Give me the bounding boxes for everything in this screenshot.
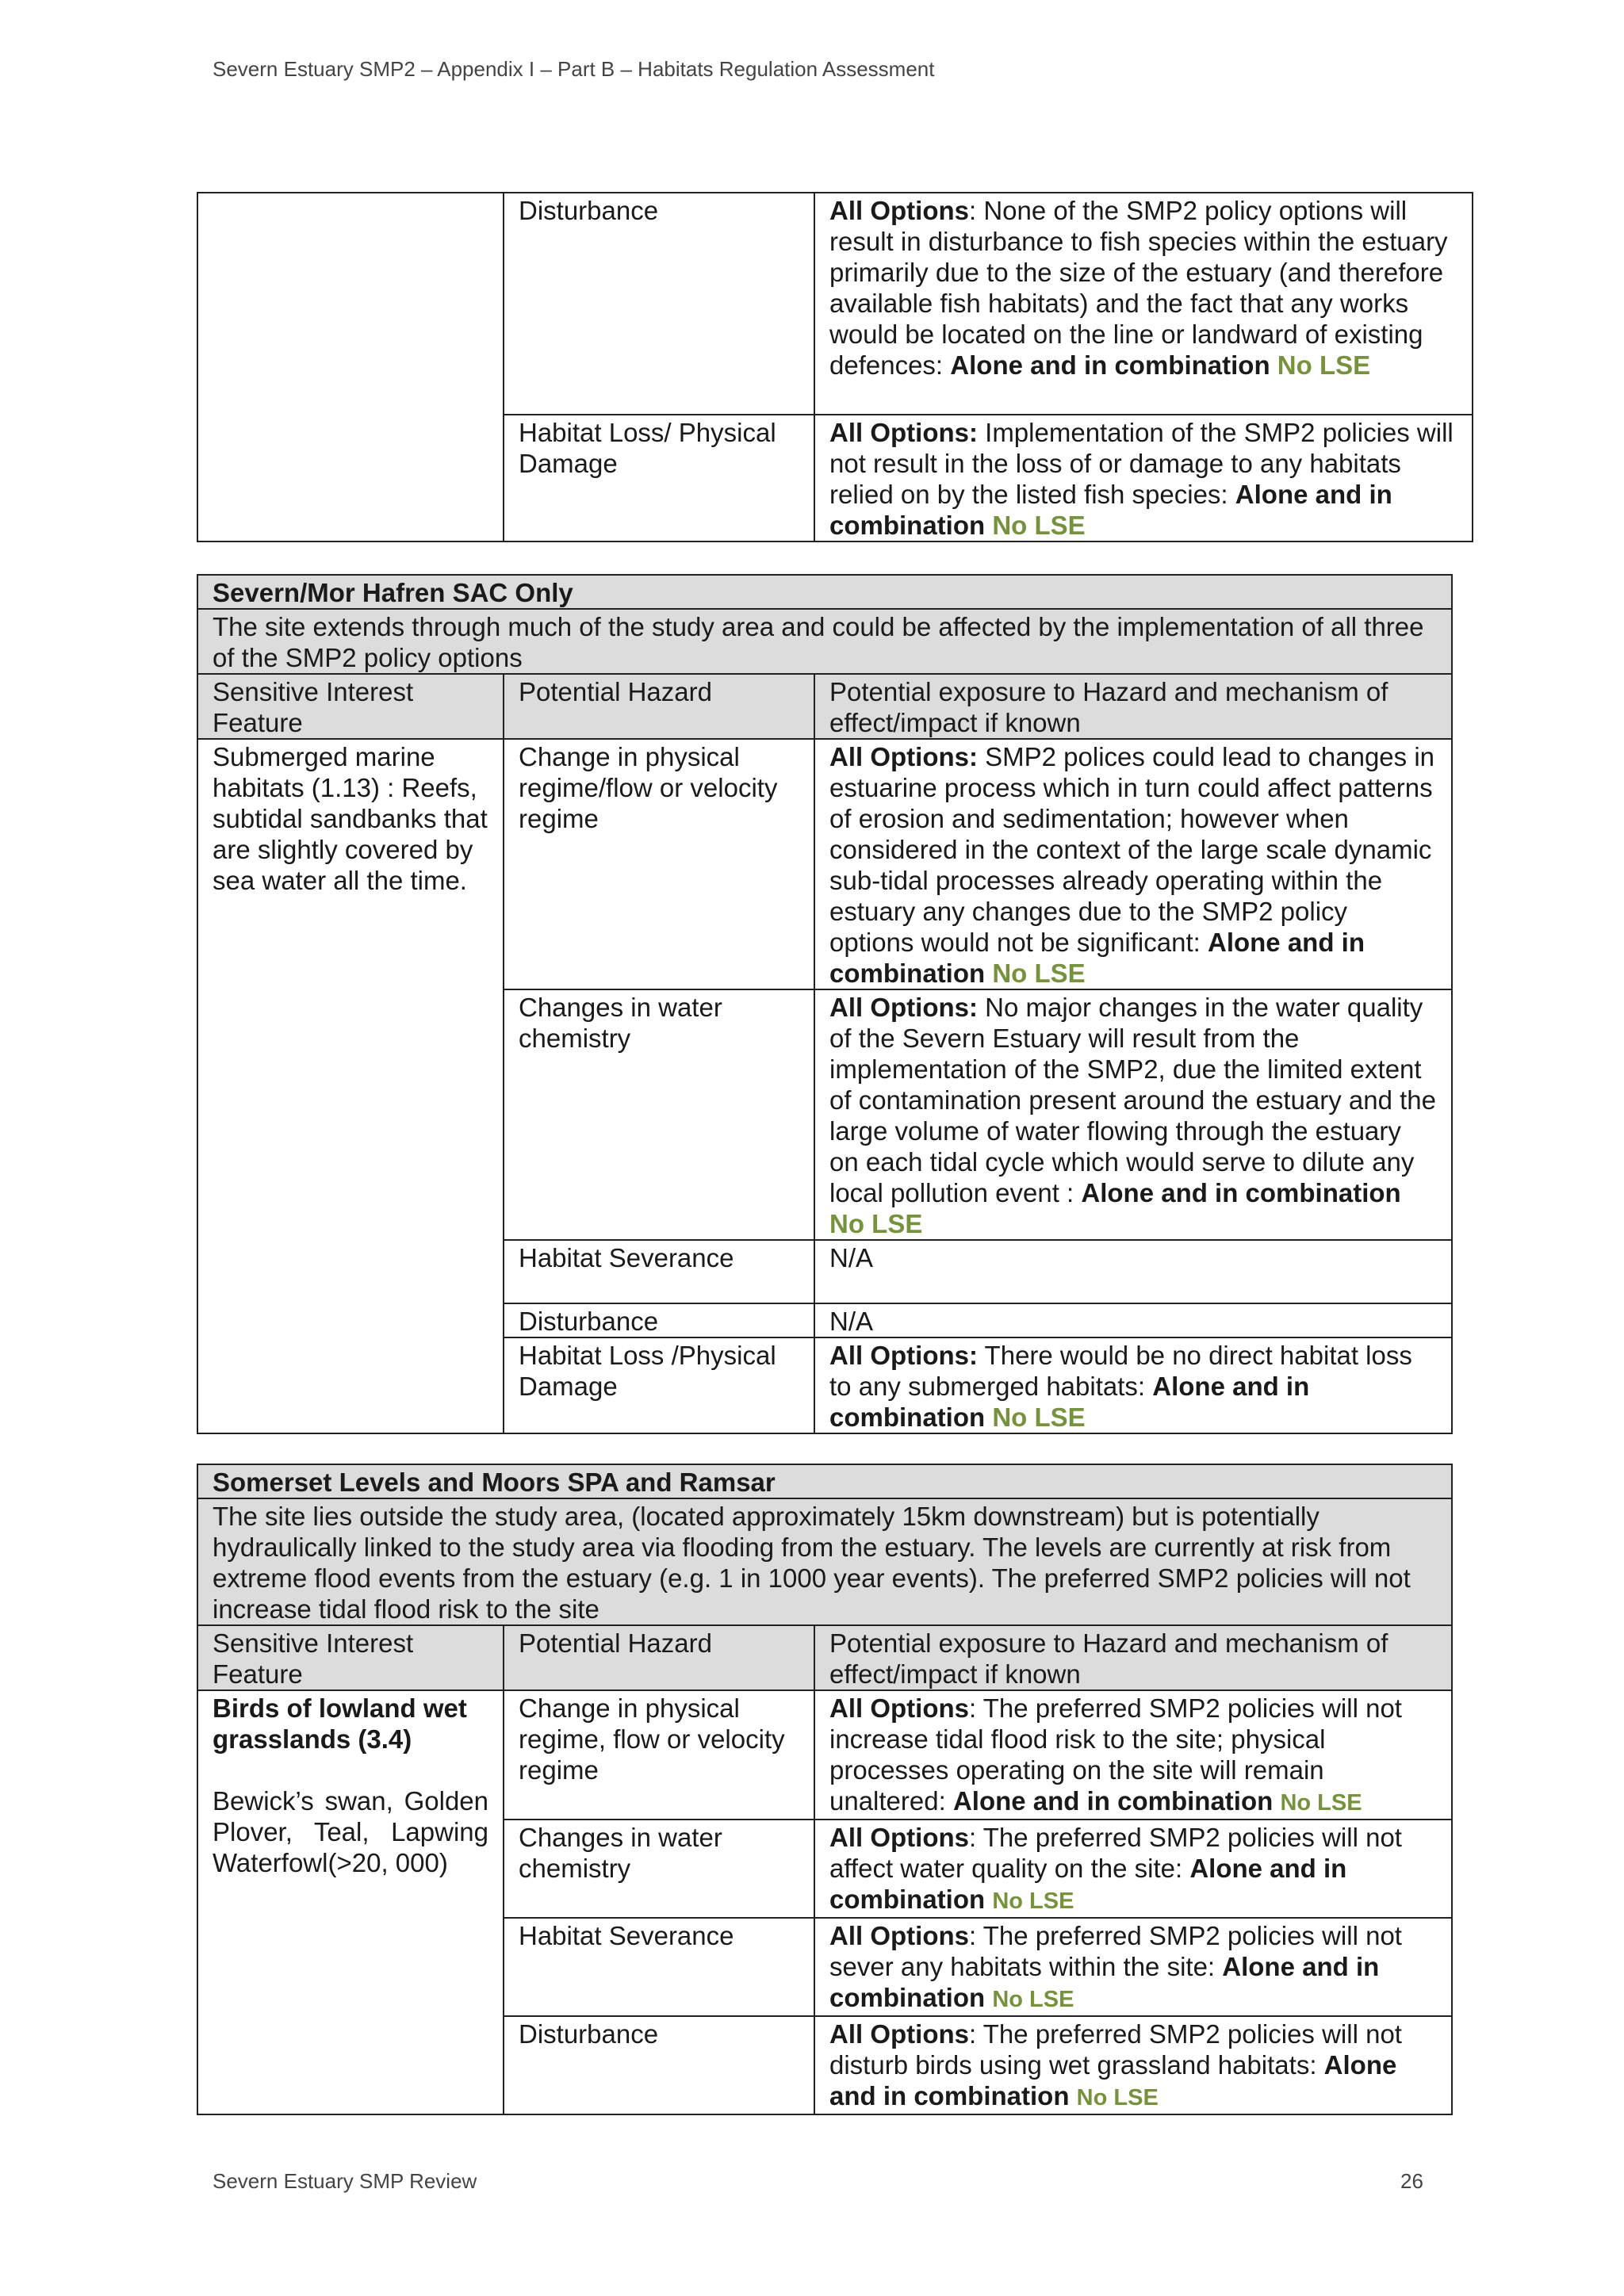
assessment-cell: All Options: The preferred SMP2 policies will not affect water quality on the site: Alone and in combination No LSE <box>814 1820 1452 1918</box>
hazard-cell: Disturbance <box>504 1303 814 1337</box>
site-title: Somerset Levels and Moors SPA and Ramsar <box>197 1464 1452 1498</box>
hazard-cell: Habitat Loss/ Physical Damage <box>504 415 814 541</box>
assessment-cell: All Options: The preferred SMP2 policies will not sever any habitats within the site: Alone and in combination No LSE <box>814 1918 1452 2016</box>
assessment-cell: All Options: The preferred SMP2 policies will not disturb birds using wet grassland habitats: Alone and in combination No LSE <box>814 2016 1452 2114</box>
column-header-exposure: Potential exposure to Hazard and mechanism of effect/impact if known <box>814 674 1452 739</box>
page-header: Severn Estuary SMP2 – Appendix I – Part B – Habitats Regulation Assessment <box>213 57 935 81</box>
column-header-feature: Sensitive Interest Feature <box>197 1625 504 1690</box>
assessment-cell: All Options: SMP2 polices could lead to changes in estuarine process which in turn could affect patterns of erosion and sedimentation; however when considered in the context of the large scale dynamic sub-tidal processes already operating within the estuary any changes due to the SMP2 policy options would not be significant: Alone and in combination No LSE <box>814 739 1452 989</box>
site-description: The site extends through much of the study area and could be affected by the implementation of all three of the SMP2 policy options <box>197 609 1452 674</box>
hazard-cell: Habitat Severance <box>504 1918 814 2016</box>
footer-title: Severn Estuary SMP Review <box>213 2169 477 2193</box>
assessment-cell: All Options: There would be no direct habitat loss to any submerged habitats: Alone and in combination No LSE <box>814 1337 1452 1433</box>
hazard-cell: Changes in water chemistry <box>504 989 814 1240</box>
fish-continuation-table <box>197 192 1473 542</box>
column-header-feature: Sensitive Interest Feature <box>197 674 504 739</box>
feature-cell <box>197 193 504 541</box>
hazard-cell: Disturbance <box>504 2016 814 2114</box>
assessment-cell: All Options: The preferred SMP2 policies will not increase tidal flood risk to the site; physical processes operating on the site will remain unaltered: Alone and in combination No LSE <box>814 1690 1452 1820</box>
hazard-cell: Change in physical regime/flow or velocity regime <box>504 739 814 989</box>
column-header-hazard: Potential Hazard <box>504 674 814 739</box>
hazard-cell: Habitat Loss /Physical Damage <box>504 1337 814 1433</box>
table-description-row <box>197 609 1452 674</box>
table-row <box>197 193 1473 415</box>
assessment-cell: All Options: No major changes in the water quality of the Severn Estuary will result from the implementation of the SMP2, due the limited extent of contamination present around the estuary and the large volume of water flowing through the estuary on each tidal cycle which would serve to dilute any local pollution event : Alone and in combination No LSE <box>814 989 1452 1240</box>
page-number: 26 <box>1400 2169 1423 2193</box>
column-header-exposure: Potential exposure to Hazard and mechanism of effect/impact if known <box>814 1625 1452 1690</box>
table-title-row <box>197 575 1452 609</box>
hazard-cell: Changes in water chemistry <box>504 1820 814 1918</box>
table-title-row <box>197 1464 1452 1498</box>
feature-cell <box>197 1690 504 2114</box>
column-header-hazard: Potential Hazard <box>504 1625 814 1690</box>
somerset-levels-table <box>197 1464 1453 2115</box>
column-header-row <box>197 1625 1452 1690</box>
site-description: The site lies outside the study area, (located approximately 15km downstream) but is potentially hydraulically linked to the study area via flooding from the estuary. The levels are currently at risk from extreme flood events from the estuary (e.g. 1 in 1000 year events). The preferred SMP2 policies will not increase tidal flood risk to the site <box>197 1498 1452 1625</box>
table-row <box>197 739 1452 989</box>
table-row <box>197 1690 1452 1820</box>
site-title: Severn/Mor Hafren SAC Only <box>197 575 1452 609</box>
feature-cell: Submerged marine habitats (1.13) : Reefs, subtidal sandbanks that are slightly covered by sea water all the time. <box>197 739 504 1433</box>
assessment-cell: N/A <box>814 1240 1452 1303</box>
hazard-cell: Change in physical regime, flow or velocity regime <box>504 1690 814 1820</box>
assessment-cell: N/A <box>814 1303 1452 1337</box>
assessment-cell: All Options: None of the SMP2 policy options will result in disturbance to fish species within the estuary primarily due to the size of the estuary (and therefore available fish habitats) and the fact that any works would be located on the line or landward of existing defences: Alone and in combination No LSE <box>814 193 1473 415</box>
hazard-cell: Disturbance <box>504 193 814 415</box>
severn-sac-table <box>197 574 1453 1434</box>
assessment-cell: All Options: Implementation of the SMP2 policies will not result in the loss of or damage to any habitats relied on by the listed fish species: Alone and in combination No LSE <box>814 415 1473 541</box>
table-description-row <box>197 1498 1452 1625</box>
feature-species: Bewick’s swan, Golden Plover, Teal, Lapwing Waterfowl(>20, 000) <box>213 1786 488 1877</box>
hazard-cell: Habitat Severance <box>504 1240 814 1303</box>
feature-title: Birds of lowland wet grasslands (3.4) <box>213 1693 467 1754</box>
column-header-row <box>197 674 1452 739</box>
